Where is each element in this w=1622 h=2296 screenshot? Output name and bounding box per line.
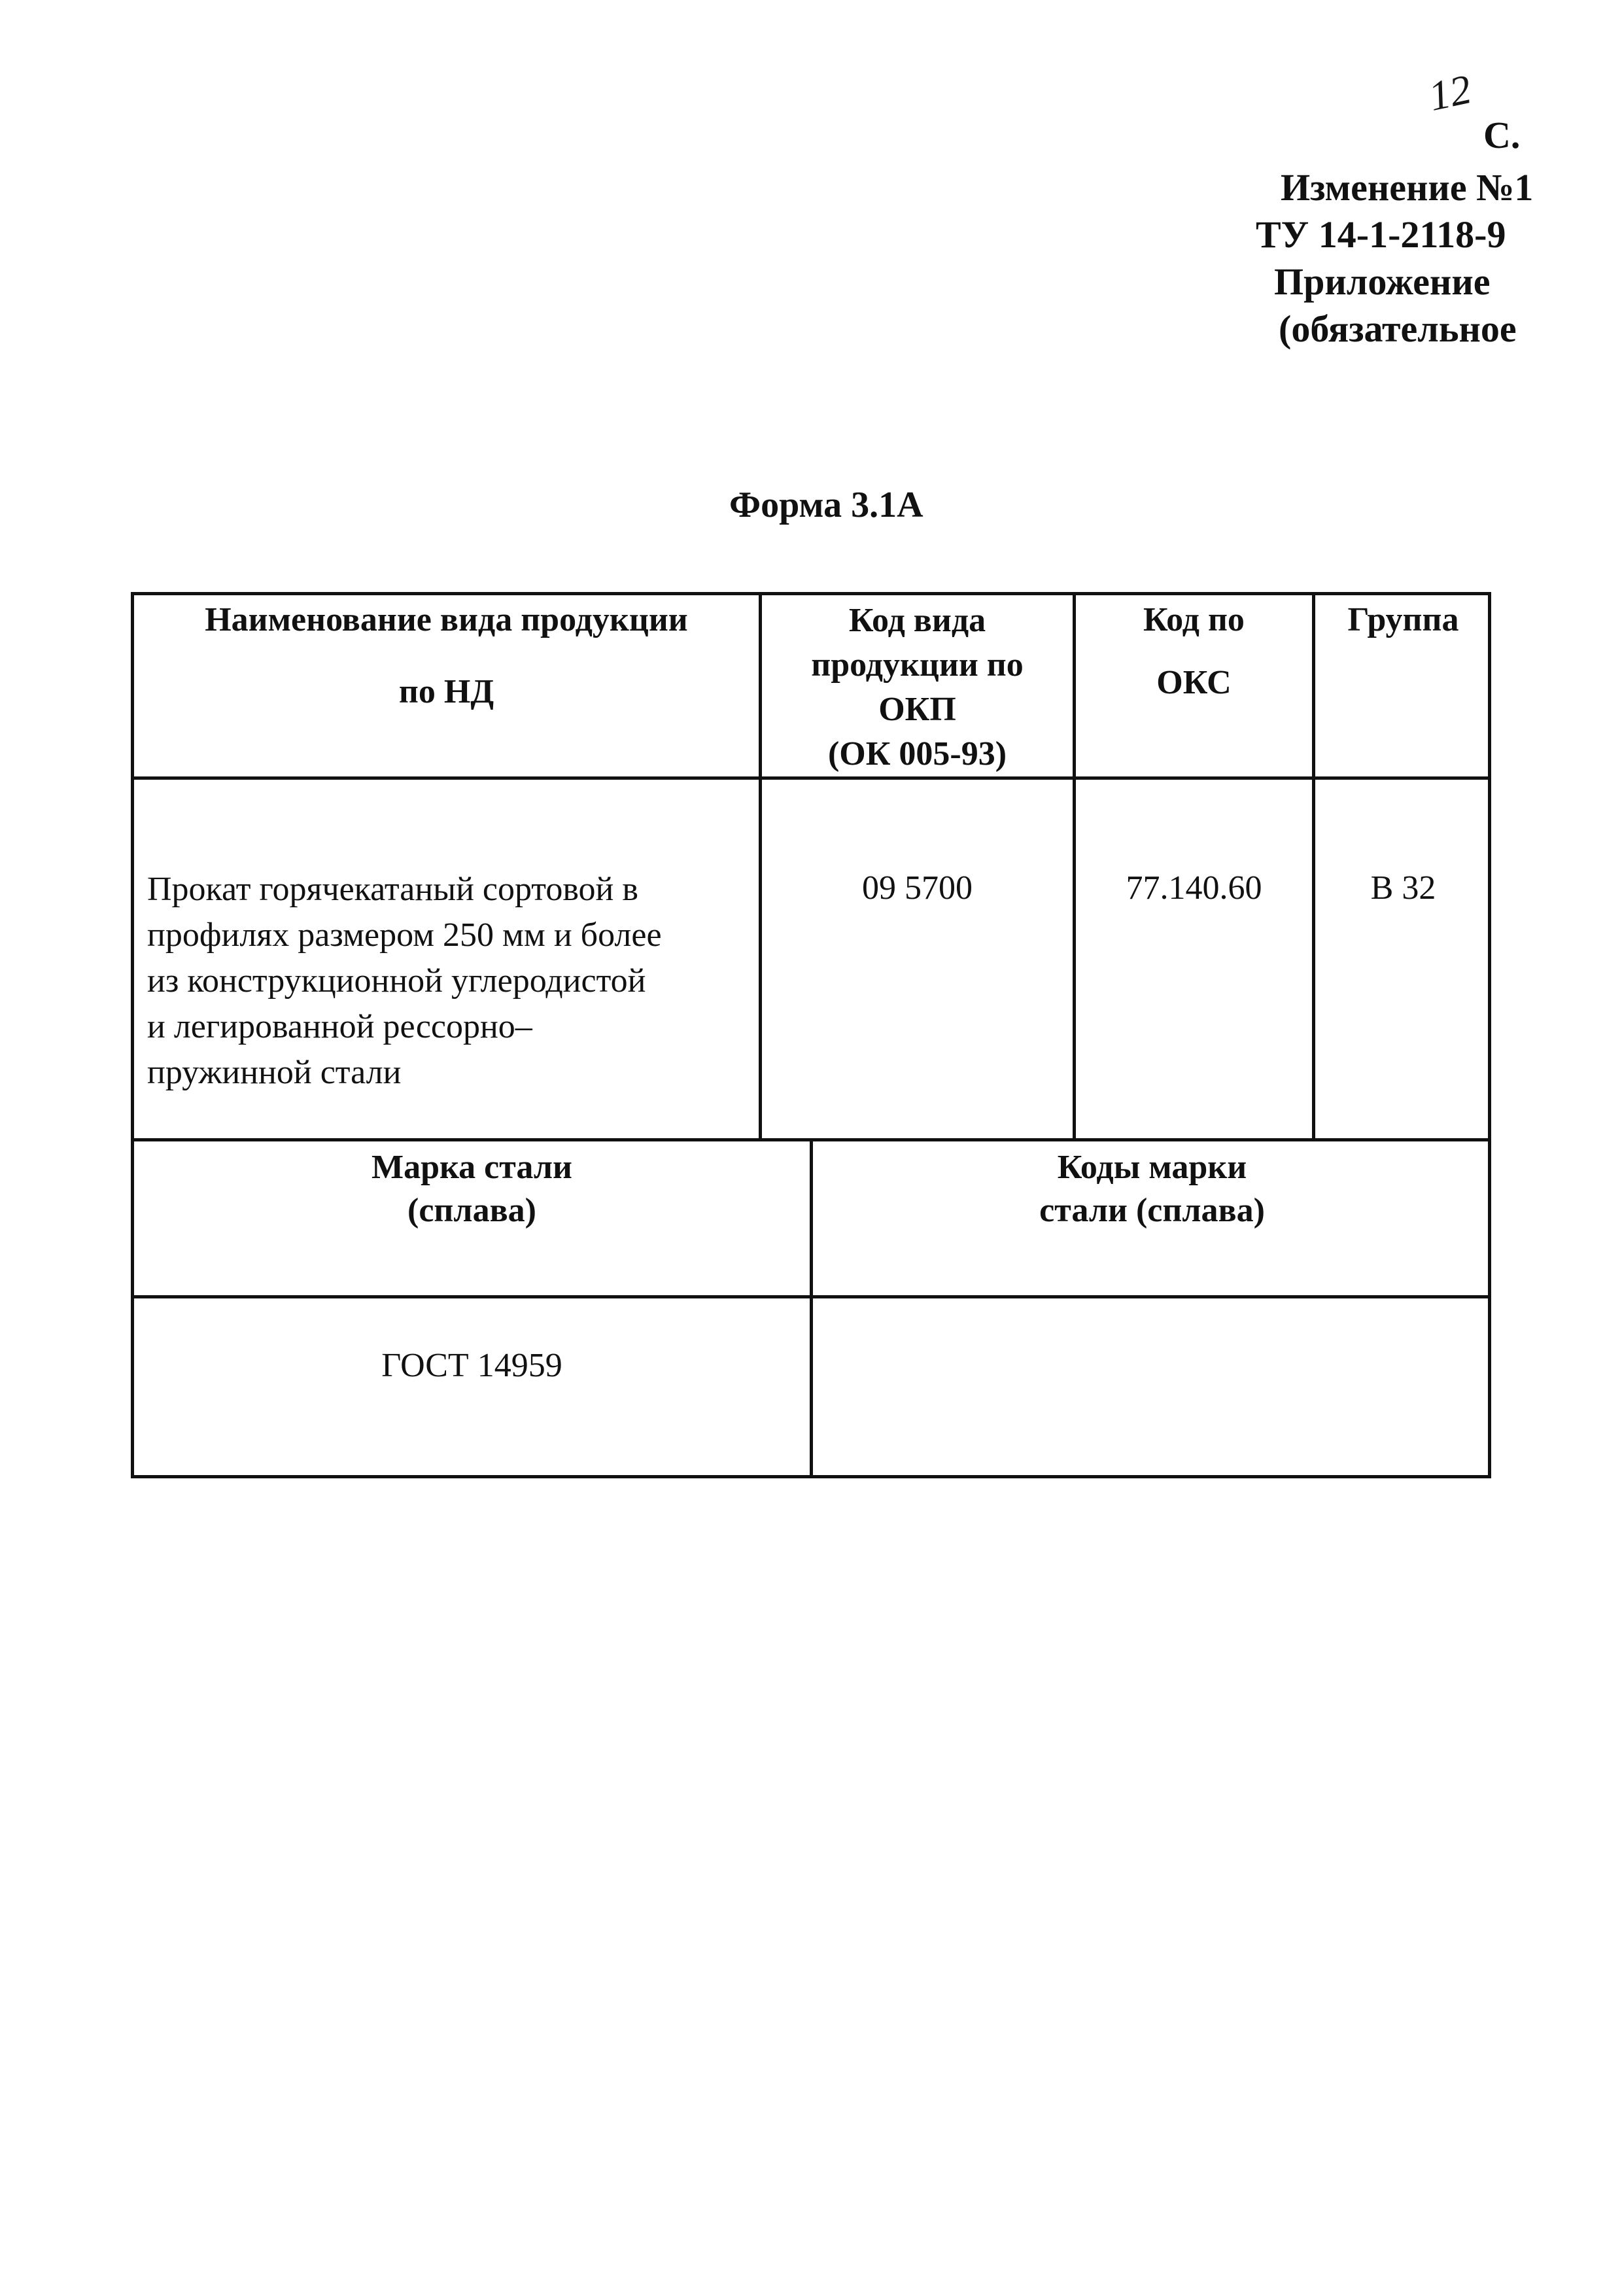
steel-grade-value: ГОСТ 14959 <box>381 1347 562 1384</box>
header-okp-code: Код вида продукции по ОКП (ОК 005-93) <box>811 602 1024 773</box>
header-steel-grade: Марка стали (сплава) <box>371 1149 573 1229</box>
form-title: Форма 3.1А <box>729 485 923 525</box>
header-oks-code: Код по ОКС <box>1143 601 1245 701</box>
page-label: С. <box>1483 114 1521 156</box>
okp-code-value: 09 5700 <box>862 869 973 907</box>
oks-code-value: 77.140.60 <box>1126 869 1262 907</box>
table-divider <box>131 776 1491 780</box>
annex-label: Приложение <box>1274 260 1491 303</box>
change-number: Изменение №1 <box>1281 166 1534 209</box>
header-grade-codes: Коды марки стали (сплава) <box>1039 1149 1265 1229</box>
handwritten-page-number: 12 <box>1424 65 1475 120</box>
header-product-name: Наименование вида продукции по НД <box>205 601 688 710</box>
mandatory-label: (обязательное <box>1279 307 1517 350</box>
doc-number: ТУ 14-1-2118-9 <box>1256 213 1506 256</box>
product-description: Прокат горячекатаный сортовой в профилях размером 250 мм и более из конструкционной углеродистой и легированной рессорно– пружинной стали <box>147 871 662 1091</box>
group-value: В 32 <box>1370 869 1436 907</box>
header-group: Группа <box>1347 601 1459 638</box>
